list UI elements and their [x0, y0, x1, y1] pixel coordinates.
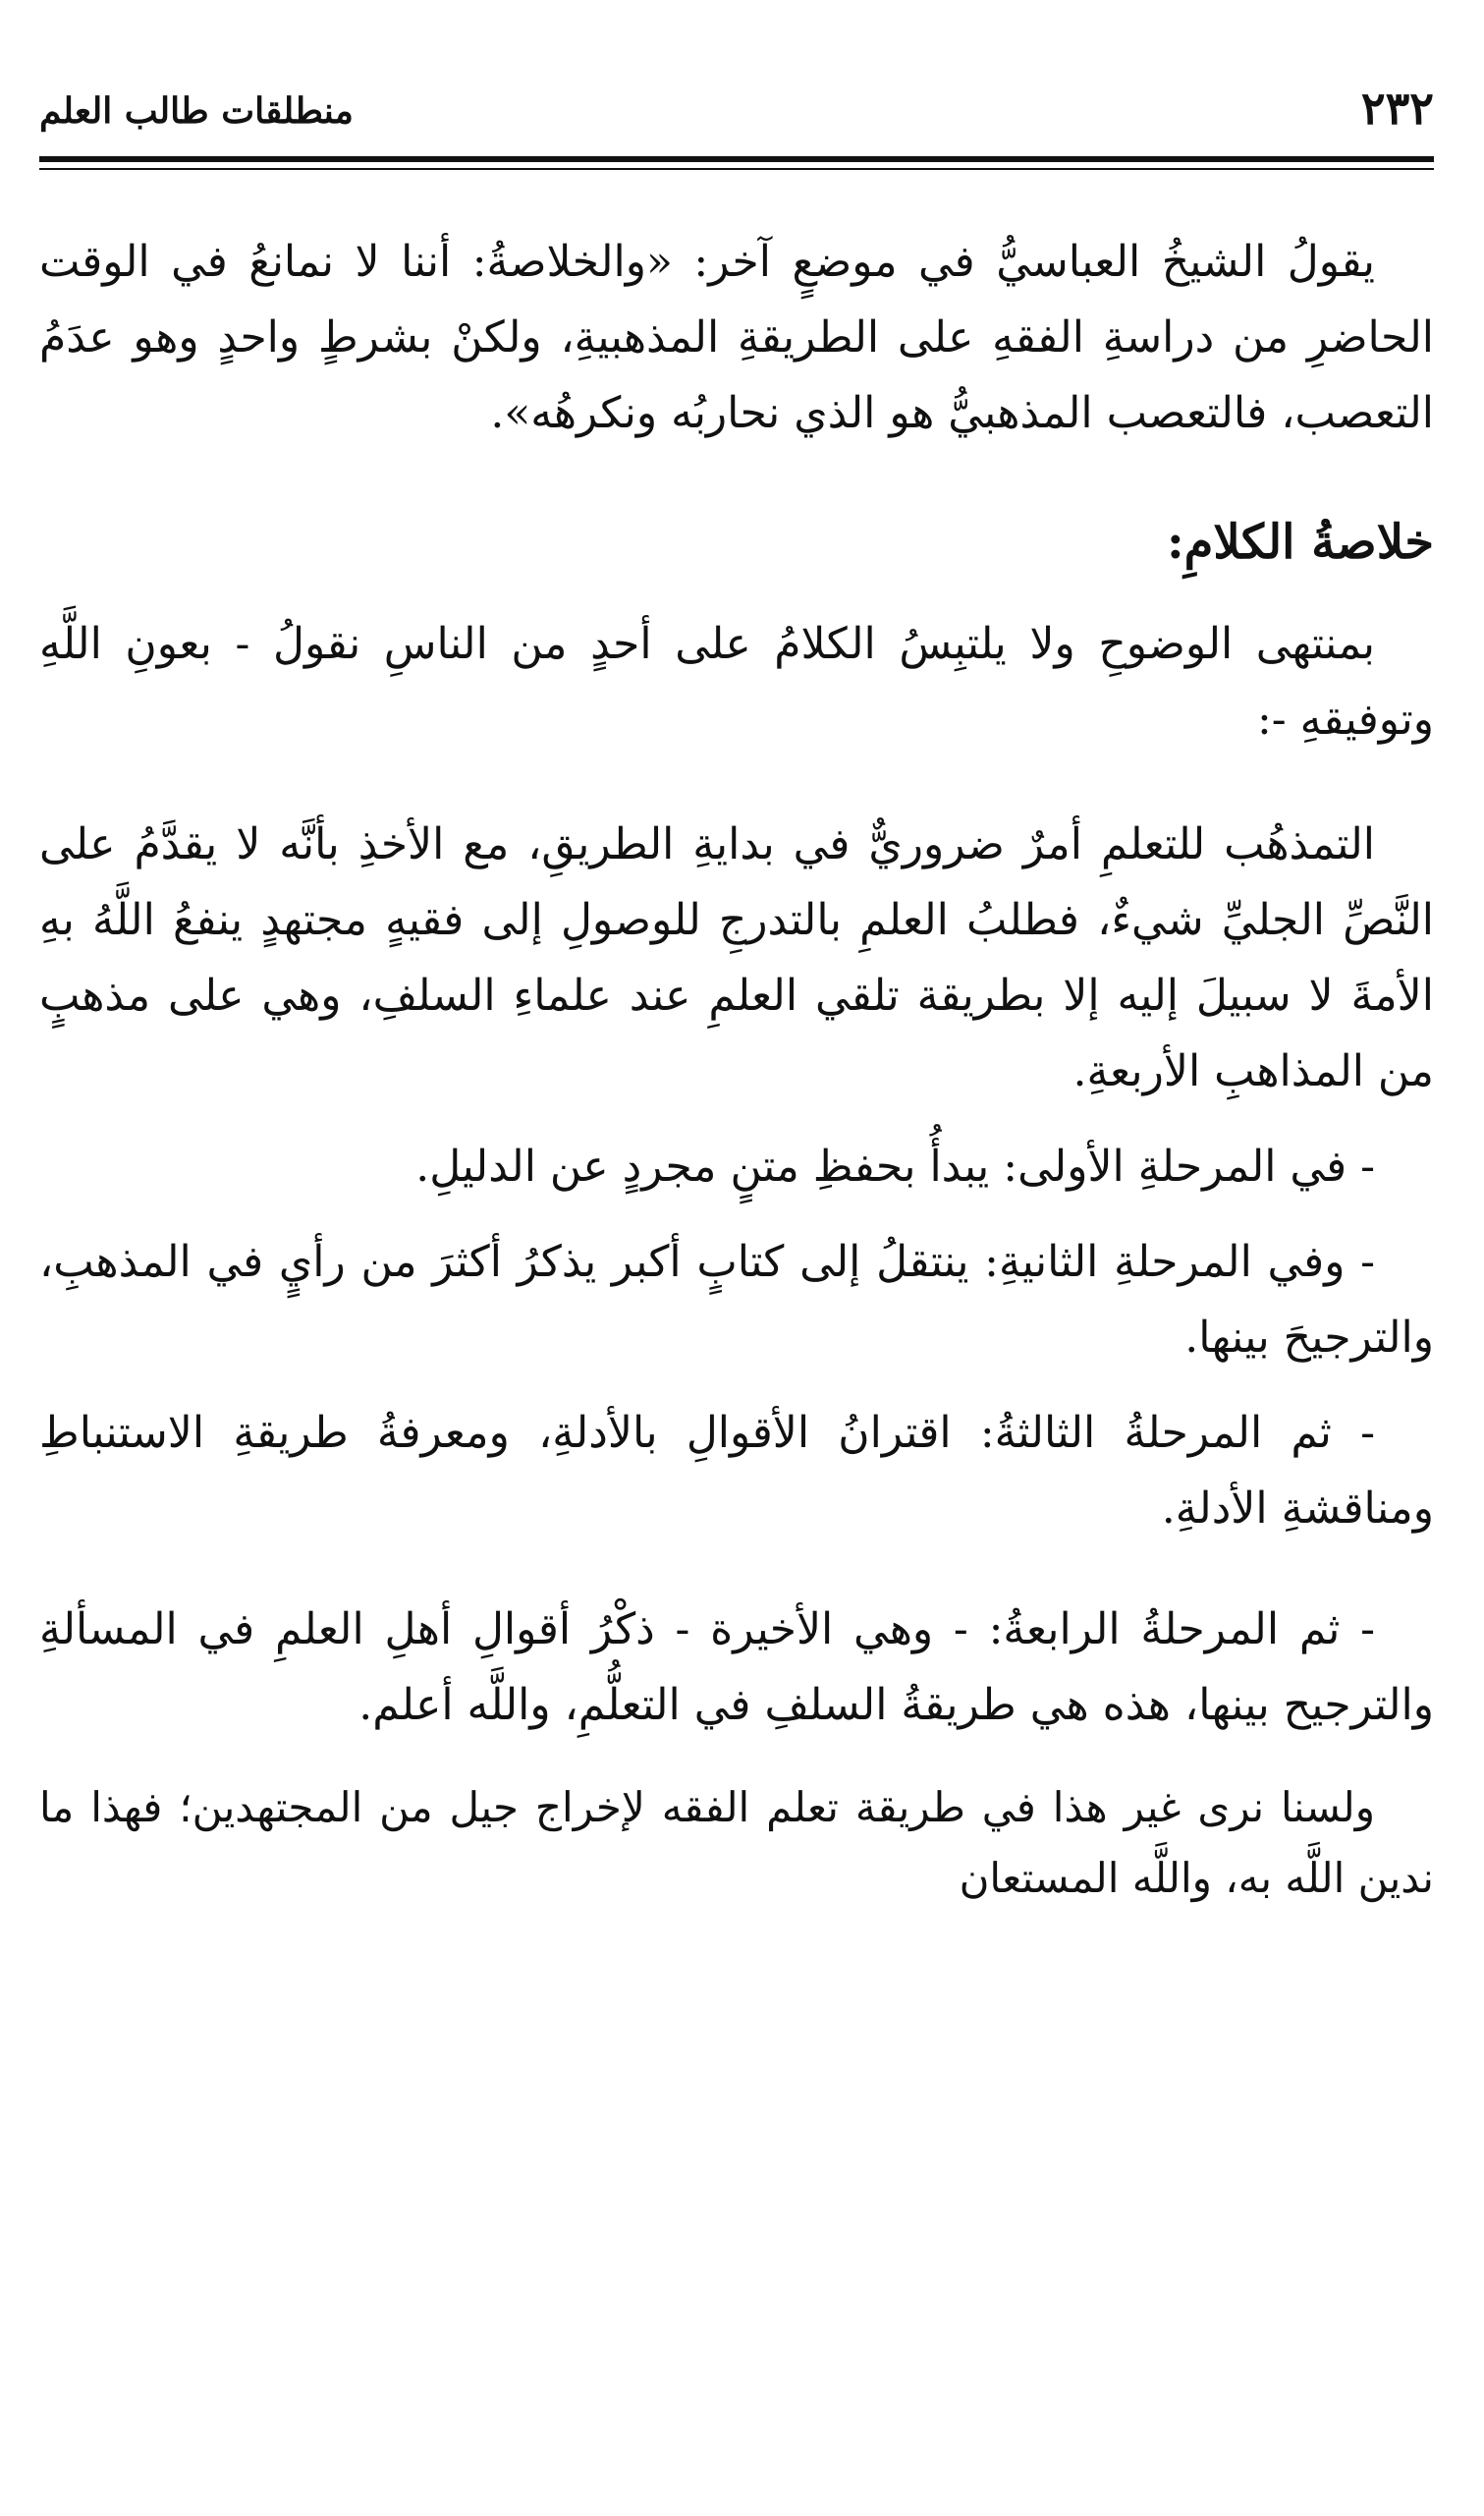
book-page	[39, 79, 1434, 2476]
closing-paragraph: ولسنا نرى غير هذا في طريقة تعلم الفقه لإخراج جيل من المجتهدين؛ فهذا ما ندين اللَّه به، واللَّه المستعان	[39, 1783, 1434, 1902]
main-paragraph: التمذهُب للتعلمِ أمرٌ ضروريٌّ في بدايةِ الطريقِ، مع الأخذِ بأنَّه لا يقدَّمُ على النَّصِّ الجليِّ شيءٌ، فطلبُ العلمِ بالتدرجِ للوصولِ إلى فقيهٍ مجتهدٍ ينفعُ اللَّهُ بهِ الأمةَ لا سبيلَ إليه إلا بطريقة تلقي العلمِ عند علماءِ السلفِ، وهي على مذهبٍ من المذاهبِ الأربعةِ.	[39, 819, 1434, 1096]
stage-one-paragraph: - في المرحلةِ الأولى: يبدأُ بحفظِ متنٍ مجردٍ عن الدليلِ.	[415, 1142, 1375, 1192]
stage-four-paragraph: - ثم المرحلةُ الرابعةُ: - وهي الأخيرة - ذكْرُ أقوالِ أهلِ العلمِ في المسألةِ والترجيح بينها، هذه هي طريقةُ السلفِ في التعلُّمِ، واللَّه أعلم.	[39, 1604, 1434, 1730]
page-content	[39, 224, 1434, 1914]
header-rule-thick	[39, 156, 1434, 162]
page-number: ٢٣٢	[1360, 82, 1434, 135]
header-rule-thin	[39, 168, 1434, 170]
page-header	[39, 79, 1434, 152]
stage-three-paragraph: - ثم المرحلةُ الثالثةُ: اقترانُ الأقوالِ بالأدلةِ، ومعرفةُ طريقةِ الاستنباطِ ومناقشةِ الأدلةِ.	[39, 1408, 1434, 1534]
stage-two-paragraph: - وفي المرحلةِ الثانيةِ: ينتقلُ إلى كتابٍ أكبر يذكرُ أكثرَ من رأيٍ في المذهبِ، والترجيحَ بينها.	[39, 1237, 1434, 1363]
quote-paragraph: يقولُ الشيخُ العباسيُّ في موضعٍ آخر: «والخلاصةُ: أننا لا نمانعُ في الوقت الحاضرِ من دراسةِ الفقهِ على الطريقةِ المذهبيةِ، ولكنْ بشرطٍ واحدٍ وهو عدَمُ التعصب، فالتعصب المذهبيُّ هو الذي نحاربُه ونكرهُه».	[39, 237, 1434, 438]
section-heading: خلاصةُ الكلامِ:	[1166, 515, 1434, 570]
intro-paragraph: بمنتهى الوضوحِ ولا يلتبِسُ الكلامُ على أحدٍ من الناسِ نقولُ - بعونِ اللَّهِ وتوفيقهِ -:	[39, 619, 1434, 745]
running-title: منطلقات طالب العلم	[39, 90, 354, 132]
